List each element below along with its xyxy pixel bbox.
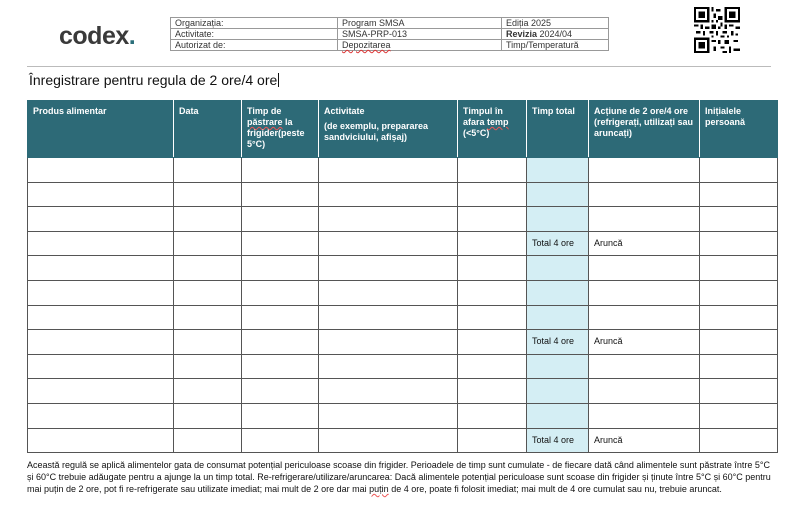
action-cell[interactable]: Aruncă [589,231,700,256]
table-cell[interactable] [458,305,527,330]
col-header-date: Data [174,101,242,158]
meta-label: Organizația: [171,18,338,29]
action-cell[interactable]: Aruncă [589,428,700,453]
table-cell[interactable] [28,305,174,330]
total-time-cell[interactable]: Total 4 ore [527,428,589,453]
table-cell[interactable] [319,428,458,453]
table-cell[interactable] [174,305,242,330]
table-cell[interactable] [700,428,778,453]
total-time-cell[interactable] [527,354,589,379]
table-cell[interactable] [28,354,174,379]
action-cell[interactable] [589,182,700,207]
table-cell[interactable] [700,207,778,232]
action-cell[interactable] [589,403,700,428]
table-cell[interactable] [700,231,778,256]
table-cell[interactable] [458,207,527,232]
table-cell[interactable] [28,280,174,305]
table-cell[interactable] [174,330,242,355]
table-cell[interactable] [319,354,458,379]
action-cell[interactable]: Aruncă [589,330,700,355]
footer-note: Această regulă se aplică alimentelor gata de consumat potențial periculoase scoase din frigider. Perioadele de timp sunt cumulate - de fiecare dată când alimentele sunt păstrate între 5°C și 60°C trebuie adăugate pentru a ajunge la un timp total. Re-refrigerare/utilizare/aruncarea: Dacă alimentele potențial periculoase sunt scoase din frigider și ținute între 5°C și 60°C pentru mai puțin de 2 ore, pot fi re-refrigerate sau utilizate imediat; mai mult de 2 ore dar mai puțin de 4 ore, poate fi folosit imediat; mai mult de 4 ore cumulat sau nu, trebuie aruncat. [27,460,771,494]
table-cell[interactable] [28,182,174,207]
table-header-row [28,101,778,158]
time-log-table [27,100,778,453]
revision-label: Revizia [506,29,538,39]
action-cell[interactable] [589,354,700,379]
table-cell[interactable] [319,256,458,281]
table-cell[interactable] [28,207,174,232]
table-cell[interactable] [242,182,319,207]
table-cell[interactable] [174,379,242,404]
table-cell[interactable] [174,256,242,281]
codex-logo: codex. [59,22,136,50]
table-cell[interactable] [242,280,319,305]
table-cell[interactable] [28,330,174,355]
action-cell[interactable] [589,280,700,305]
action-cell[interactable] [589,158,700,183]
col-header-out-of-temp: Timpul în afara temp (<5°C) [458,101,527,158]
table-row [28,403,778,428]
table-cell[interactable] [242,403,319,428]
text-cursor [278,73,279,87]
meta-value: Depozitarea [338,40,502,51]
table-row [28,305,778,330]
table-cell[interactable] [458,182,527,207]
table-row [28,379,778,404]
table-cell[interactable] [700,158,778,183]
table-cell[interactable] [242,379,319,404]
table-cell[interactable] [174,280,242,305]
meta-row-authorized [171,40,609,51]
table-cell[interactable] [28,379,174,404]
action-cell[interactable] [589,379,700,404]
table-cell[interactable] [174,158,242,183]
table-cell[interactable] [28,158,174,183]
total-time-cell[interactable] [527,379,589,404]
table-cell[interactable] [700,403,778,428]
col-header-initials: Inițialele persoană [700,101,778,158]
col-header-food-product: Produs alimentar [28,101,174,158]
meta-extra: Ediția 2025 [502,18,609,29]
col-header-fridge-time: Timp de păstrare la frigider(peste 5°C) [242,101,319,158]
action-cell[interactable] [589,207,700,232]
table-cell[interactable] [458,158,527,183]
table-cell[interactable] [458,330,527,355]
meta-value: SMSA-PRP-013 [338,29,502,40]
table-cell[interactable] [28,256,174,281]
col-header-activity: Activitate (de exemplu, prepararea sandviciului, afișaj) [319,101,458,158]
table-row [28,158,778,183]
total-time-cell[interactable] [527,305,589,330]
col-header-action: Acțiune de 2 ore/4 ore (refrigerați, utilizați sau aruncați) [589,101,700,158]
table-row [28,256,778,281]
header-divider [27,66,771,67]
table-row [28,182,778,207]
revision-value: 2024/04 [537,29,573,39]
table-cell[interactable] [319,207,458,232]
total-time-cell[interactable] [527,403,589,428]
total-time-cell[interactable] [527,182,589,207]
table-cell[interactable] [458,403,527,428]
table-cell[interactable] [319,330,458,355]
total-time-cell[interactable]: Total 4 ore [527,231,589,256]
table-cell[interactable] [700,182,778,207]
meta-value: Program SMSA [338,18,502,29]
table-cell[interactable] [242,256,319,281]
total-time-cell[interactable]: Total 4 ore [527,330,589,355]
table-row [28,330,778,355]
page-title: Înregistrare pentru regula de 2 ore/4 ore [29,72,278,88]
meta-row-organization [171,18,609,29]
table-cell[interactable] [458,231,527,256]
table-row [28,354,778,379]
table-cell[interactable] [458,379,527,404]
table-cell[interactable] [242,158,319,183]
table-cell[interactable] [700,330,778,355]
table-cell[interactable] [174,231,242,256]
table-row [28,207,778,232]
table-row [28,231,778,256]
table-cell[interactable] [458,256,527,281]
table-cell[interactable] [319,182,458,207]
table-cell[interactable] [319,231,458,256]
table-cell[interactable] [174,182,242,207]
total-time-cell[interactable] [527,158,589,183]
table-cell[interactable] [242,428,319,453]
meta-label: Activitate: [171,29,338,40]
table-cell[interactable] [242,305,319,330]
table-cell[interactable] [700,354,778,379]
table-cell[interactable] [28,428,174,453]
meta-extra: Timp/Temperatură [502,40,609,51]
table-cell[interactable] [174,354,242,379]
qr-code-icon [694,7,740,53]
table-cell[interactable] [242,330,319,355]
total-time-cell[interactable] [527,256,589,281]
table-cell[interactable] [319,305,458,330]
table-cell[interactable] [174,403,242,428]
meta-extra [502,29,609,40]
document-meta-table [170,17,609,51]
table-cell[interactable] [319,158,458,183]
table-cell[interactable] [458,280,527,305]
table-cell[interactable] [319,403,458,428]
col-header-total-time: Timp total [527,101,589,158]
action-cell[interactable] [589,305,700,330]
meta-label: Autorizat de: [171,40,338,51]
table-cell[interactable] [242,207,319,232]
table-cell[interactable] [28,231,174,256]
table-cell[interactable] [319,379,458,404]
table-cell[interactable] [700,379,778,404]
table-cell[interactable] [174,207,242,232]
table-cell[interactable] [458,354,527,379]
total-time-cell[interactable] [527,207,589,232]
table-cell[interactable] [28,403,174,428]
table-row [28,280,778,305]
table-row [28,428,778,453]
table-cell[interactable] [242,231,319,256]
table-cell[interactable] [700,280,778,305]
table-cell[interactable] [174,428,242,453]
table-cell[interactable] [458,428,527,453]
action-cell[interactable] [589,256,700,281]
table-cell[interactable] [700,305,778,330]
table-cell[interactable] [700,256,778,281]
meta-row-activity [171,29,609,40]
total-time-cell[interactable] [527,280,589,305]
table-cell[interactable] [242,354,319,379]
table-cell[interactable] [319,280,458,305]
